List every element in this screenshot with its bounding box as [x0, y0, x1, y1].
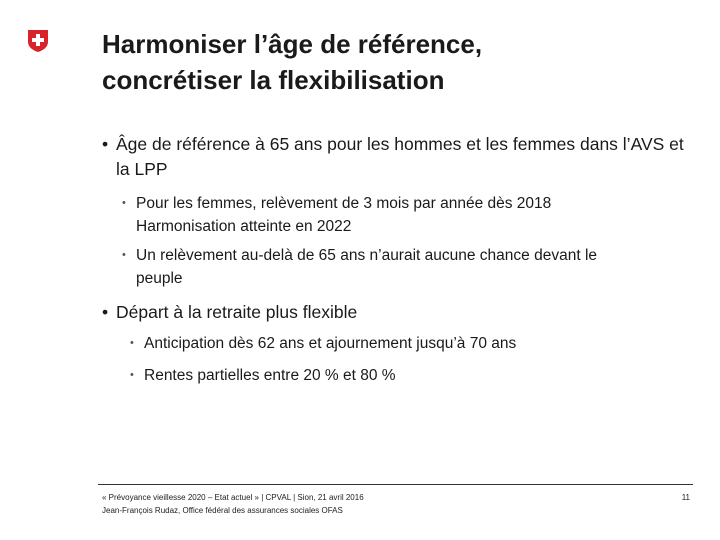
bullet-item	[102, 132, 702, 182]
page-number: 11	[681, 493, 690, 502]
sub-bullet-item	[130, 332, 690, 355]
sub-bullet-line: Pour les femmes, relèvement de 3 mois par année dès 2018	[136, 195, 552, 212]
bullet-text: Âge de référence à 65 ans pour les hommes et les femmes dans l’AVS et la LPP	[116, 134, 684, 179]
sub-bullet-line: Harmonisation atteinte en 2022	[136, 218, 352, 235]
sub-bullet-item	[122, 192, 682, 238]
sub-bullet-text	[130, 332, 690, 355]
sub-bullet-text	[122, 244, 682, 290]
footer-author-line: Jean-François Rudaz, Office fédéral des assurances sociales OFAS	[102, 506, 343, 515]
bullet-dot-icon: •	[102, 302, 109, 322]
footer-divider	[98, 484, 693, 485]
slide-title-line-2: concrétiser la flexibilisation	[102, 65, 445, 95]
sub-bullet-dot-icon: •	[122, 249, 126, 261]
sub-bullet-line: Rentes partielles entre 20 % et 80 %	[144, 367, 396, 384]
sub-bullet-item	[130, 364, 690, 387]
slide-title-line-1: Harmoniser l’âge de référence,	[102, 29, 483, 59]
sub-bullet-line: peuple	[136, 270, 183, 287]
sub-bullet-dot-icon: •	[130, 337, 134, 349]
sub-bullet-text	[130, 364, 690, 387]
footer-event-line: « Prévoyance vieillesse 2020 – Etat actuel » | CPVAL | Sion, 21 avril 2016	[102, 493, 364, 502]
sub-bullet-text	[122, 192, 682, 238]
bullet-item	[102, 300, 702, 325]
bullet-dot-icon: •	[102, 134, 109, 154]
slide-title	[102, 26, 702, 98]
sub-bullet-dot-icon: •	[130, 369, 134, 381]
sub-bullet-dot-icon: •	[122, 197, 126, 209]
swiss-cross-icon	[27, 29, 49, 53]
sub-bullet-item	[122, 244, 682, 290]
sub-bullet-line: Un relèvement au-delà de 65 ans n’aurait aucune chance devant le	[136, 247, 598, 264]
bullet-text: Départ à la retraite plus flexible	[116, 302, 358, 322]
sub-bullet-line: Anticipation dès 62 ans et ajournement jusqu’à 70 ans	[144, 335, 517, 352]
footer	[102, 491, 364, 517]
